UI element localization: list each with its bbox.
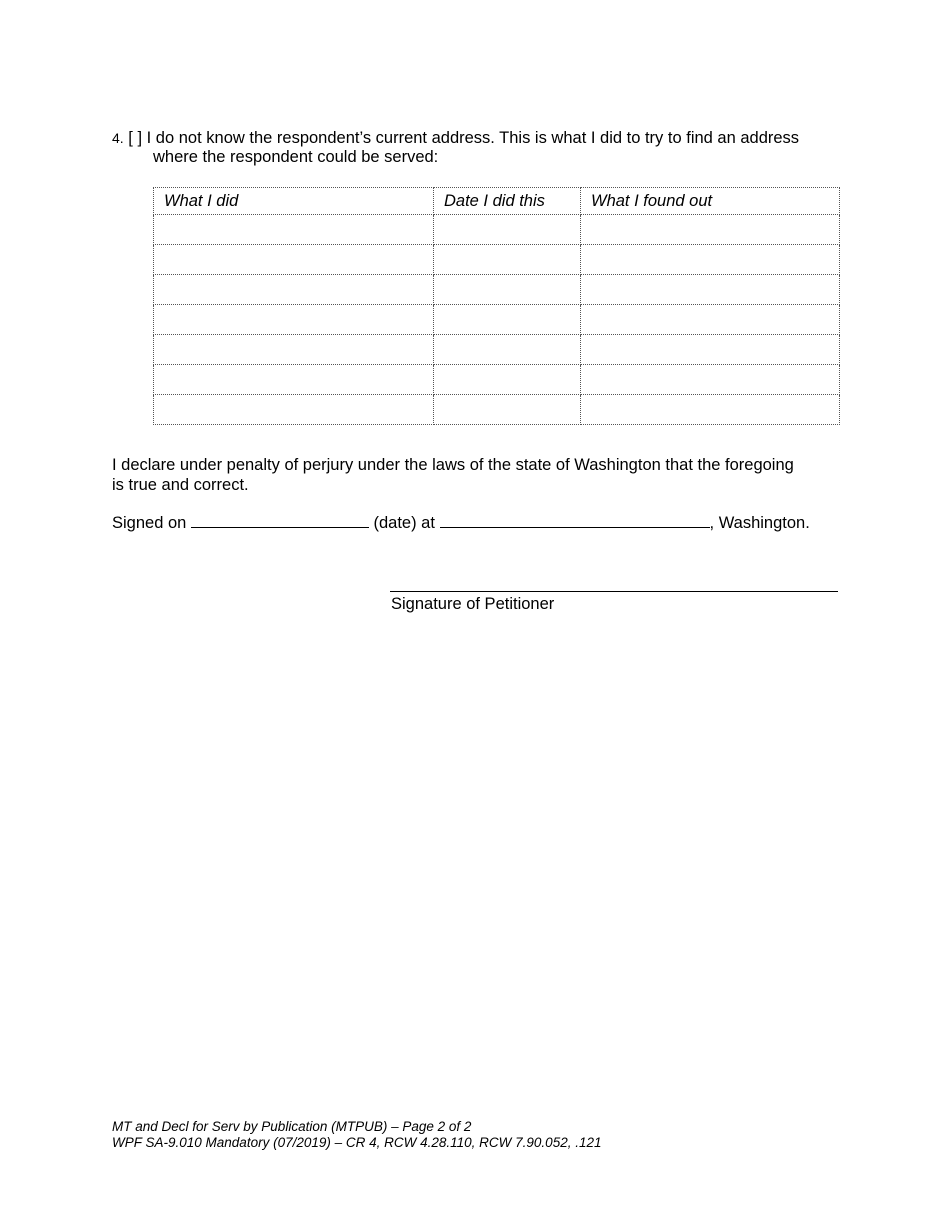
table-cell-found-out[interactable] xyxy=(581,365,840,395)
declaration-line2: is true and correct. xyxy=(112,476,249,494)
footer-line2: WPF SA-9.010 Mandatory (07/2019) – CR 4, RCW 4.28.110, RCW 7.90.052, .121 xyxy=(112,1135,602,1150)
item-4-unknown-address xyxy=(112,129,852,167)
table-cell-what-i-did[interactable] xyxy=(154,395,434,425)
table-header-row xyxy=(154,188,840,215)
table-cell-what-i-did[interactable] xyxy=(154,275,434,305)
signed-on-label: Signed on xyxy=(112,514,191,532)
table-cell-date[interactable] xyxy=(434,395,581,425)
table-cell-date[interactable] xyxy=(434,365,581,395)
table-row xyxy=(154,245,840,275)
item-4-text-line1: I do not know the respondent’s current address. This is what I did to try to find an address xyxy=(146,129,800,147)
item-number: 4. xyxy=(112,130,124,146)
signature-line[interactable] xyxy=(390,591,838,592)
declaration-line1: I declare under penalty of perjury under the laws of the state of Washington that the foregoing xyxy=(112,456,794,474)
signed-date-field[interactable] xyxy=(191,513,369,528)
table-cell-found-out[interactable] xyxy=(581,395,840,425)
table-cell-date[interactable] xyxy=(434,275,581,305)
table-row xyxy=(154,365,840,395)
footer-line1: MT and Decl for Serv by Publication (MTPUB) – Page 2 of 2 xyxy=(112,1119,472,1134)
table-cell-what-i-did[interactable] xyxy=(154,365,434,395)
column-header-date: Date I did this xyxy=(434,188,581,215)
table-cell-found-out[interactable] xyxy=(581,335,840,365)
table-cell-date[interactable] xyxy=(434,335,581,365)
table-cell-found-out[interactable] xyxy=(581,305,840,335)
table-row xyxy=(154,305,840,335)
item-4-line1 xyxy=(112,129,852,148)
table-row xyxy=(154,335,840,365)
table-row xyxy=(154,215,840,245)
table-cell-what-i-did[interactable] xyxy=(154,215,434,245)
perjury-declaration xyxy=(112,455,852,495)
search-efforts-table xyxy=(153,187,840,425)
table-cell-date[interactable] xyxy=(434,245,581,275)
table-cell-date[interactable] xyxy=(434,305,581,335)
page-footer xyxy=(112,1119,602,1151)
item-4-checkbox[interactable]: [ ] xyxy=(128,129,143,147)
column-header-what-i-did: What I did xyxy=(154,188,434,215)
table-cell-found-out[interactable] xyxy=(581,215,840,245)
table-cell-found-out[interactable] xyxy=(581,245,840,275)
date-at-label: (date) at xyxy=(368,514,440,532)
signed-place-field[interactable] xyxy=(440,513,710,528)
table-row xyxy=(154,275,840,305)
table-row xyxy=(154,395,840,425)
table-cell-found-out[interactable] xyxy=(581,275,840,305)
table-cell-what-i-did[interactable] xyxy=(154,305,434,335)
table-cell-what-i-did[interactable] xyxy=(154,335,434,365)
table-cell-date[interactable] xyxy=(434,215,581,245)
column-header-what-i-found: What I found out xyxy=(581,188,840,215)
table-cell-what-i-did[interactable] xyxy=(154,245,434,275)
item-4-text-line2: where the respondent could be served: xyxy=(153,148,439,166)
signature-label: Signature of Petitioner xyxy=(391,595,555,613)
washington-label: , Washington. xyxy=(709,514,810,532)
signed-on-line xyxy=(112,513,810,533)
